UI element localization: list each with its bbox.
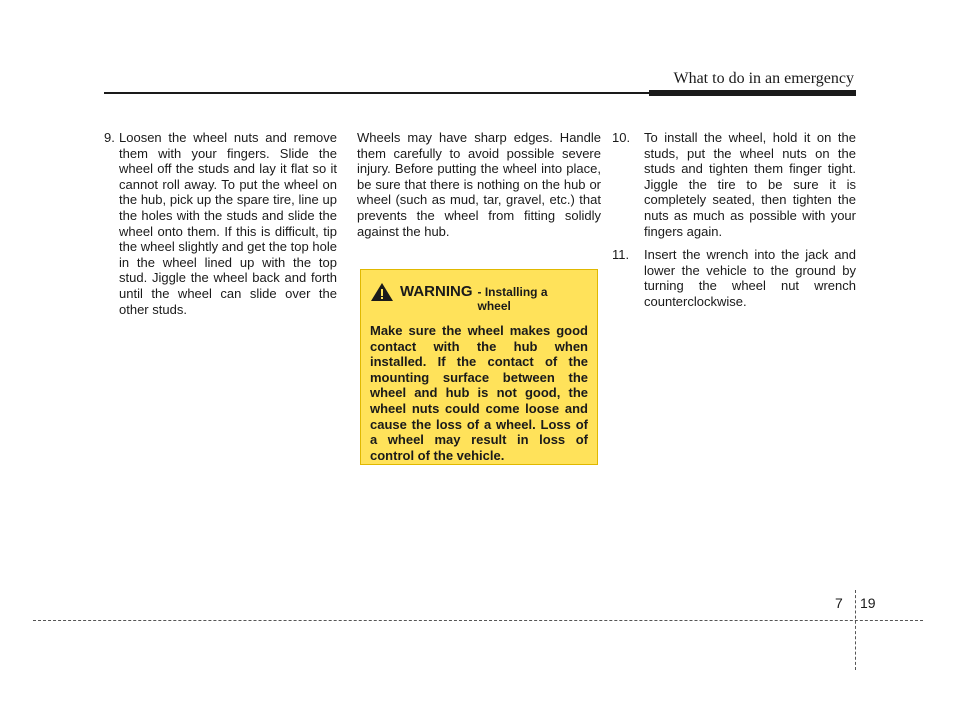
step-number: 9. — [104, 130, 119, 145]
chapter-number: 7 — [835, 595, 843, 611]
warning-box — [360, 269, 598, 465]
list-item — [612, 130, 856, 239]
warning-subheading: - Installing a wheel — [477, 285, 548, 313]
list-item — [612, 247, 856, 309]
step-number: 11. — [612, 247, 633, 263]
sharp-edges-paragraph: Wheels may have sharp edges. Handle them carefully to avoid possible severe injury. Before putting the wheel into place, be sure that there is nothing on the hub or wheel (such as mud, tar, gravel, etc.) that prevents the wheel from fitting solidly against the hub. — [357, 130, 601, 239]
list-item — [104, 130, 337, 317]
step-text: To install the wheel, hold it on the studs, put the wheel nuts on the studs and tighten them finger tight. Jiggle the tire to be sure it is completely seated, then tighten the nuts as much as possible with your fingers again. — [644, 130, 856, 239]
warning-heading: WARNING — [400, 283, 473, 300]
warning-header — [370, 280, 588, 313]
warning-triangle-icon — [370, 282, 394, 302]
header-tab-bar — [649, 90, 856, 96]
step-text: Loosen the wheel nuts and remove them with your fingers. Slide the wheel off the studs and lay it flat so it cannot roll away. To put the wheel on the hub, pick up the spare tire, line up the holes with the studs and slide the wheel onto them. If this is difficult, tip the wheel slightly and get the top hole in the wheel lined up with the top stud. Jiggle the wheel back and forth until the wheel can slide over the other studs. — [119, 130, 337, 317]
step-text: Insert the wrench into the jack and lower the vehicle to the ground by turning the wheel nut wrench counterclockwise. — [644, 247, 856, 309]
page-number: 19 — [860, 595, 876, 611]
footer-rule — [33, 620, 923, 621]
column-1 — [104, 130, 337, 325]
warning-body: Make sure the wheel makes good contact with the hub when installed. If the contact of the mounting surface between the wheel and hub is not good, the wheel nuts could come loose and cause the loss of a wheel. Loss of a wheel may result in loss of control of the vehicle. — [370, 323, 588, 463]
column-2 — [357, 130, 601, 239]
section-title: What to do in an emergency — [673, 70, 854, 87]
column-3 — [612, 130, 856, 318]
footer-separator — [855, 590, 856, 670]
step-number: 10. — [612, 130, 634, 145]
